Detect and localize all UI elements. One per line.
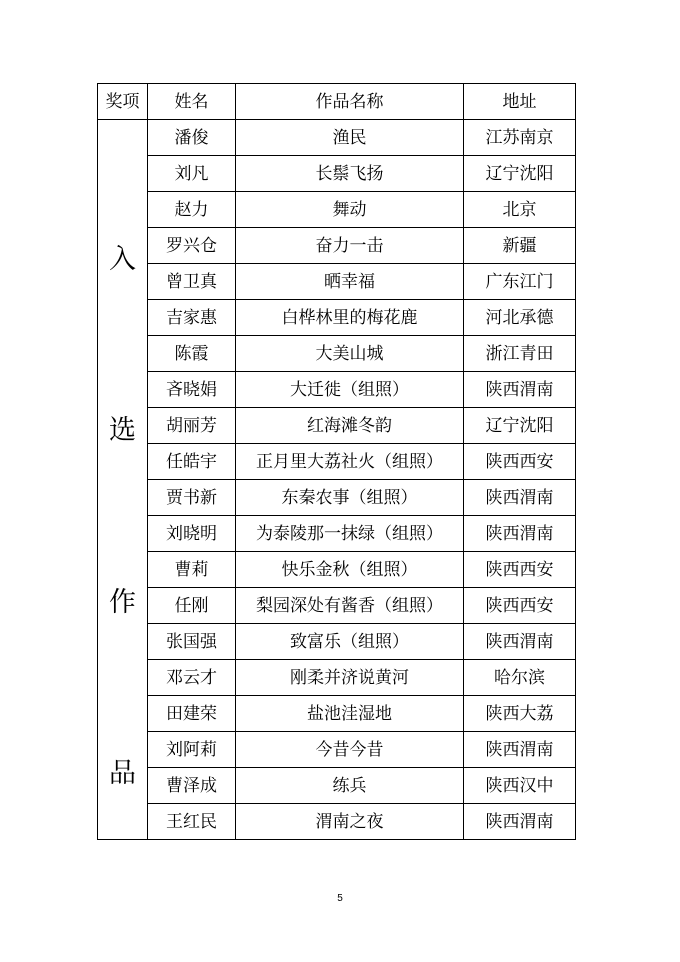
cell-place: 浙江青田 <box>464 336 576 372</box>
cell-place: 广东江门 <box>464 264 576 300</box>
cell-name: 刘阿莉 <box>148 732 236 768</box>
cell-name: 任刚 <box>148 588 236 624</box>
table-row <box>98 300 576 336</box>
cell-place: 陕西渭南 <box>464 372 576 408</box>
cell-place: 陕西渭南 <box>464 480 576 516</box>
award-category-char: 作 <box>109 586 136 618</box>
cell-name: 罗兴仓 <box>148 228 236 264</box>
cell-name: 刘晓明 <box>148 516 236 552</box>
cell-place: 陕西渭南 <box>464 732 576 768</box>
table-row <box>98 660 576 696</box>
table-row <box>98 768 576 804</box>
award-category-cell <box>98 120 148 840</box>
award-table <box>97 83 576 840</box>
cell-name: 邓云才 <box>148 660 236 696</box>
cell-name: 吝晓娟 <box>148 372 236 408</box>
cell-name: 任皓宇 <box>148 444 236 480</box>
cell-work: 盐池洼湿地 <box>236 696 464 732</box>
table-row <box>98 624 576 660</box>
cell-work: 东秦农事（组照） <box>236 480 464 516</box>
table-row <box>98 120 576 156</box>
cell-work: 奋力一击 <box>236 228 464 264</box>
cell-name: 王红民 <box>148 804 236 840</box>
cell-work: 渔民 <box>236 120 464 156</box>
table-row <box>98 192 576 228</box>
table-row <box>98 552 576 588</box>
table-row <box>98 732 576 768</box>
award-category-char: 品 <box>109 758 136 790</box>
cell-place: 北京 <box>464 192 576 228</box>
cell-place: 新疆 <box>464 228 576 264</box>
table-row <box>98 804 576 840</box>
cell-work: 白桦林里的梅花鹿 <box>236 300 464 336</box>
cell-work: 梨园深处有酱香（组照） <box>236 588 464 624</box>
cell-name: 曹泽成 <box>148 768 236 804</box>
award-category-char: 入 <box>109 243 136 275</box>
cell-work: 刚柔并济说黄河 <box>236 660 464 696</box>
table-row <box>98 588 576 624</box>
cell-place: 陕西大荔 <box>464 696 576 732</box>
table-row <box>98 696 576 732</box>
table-row <box>98 408 576 444</box>
cell-work: 渭南之夜 <box>236 804 464 840</box>
header-place: 地址 <box>464 84 576 120</box>
cell-place: 陕西渭南 <box>464 516 576 552</box>
cell-place: 陕西西安 <box>464 552 576 588</box>
table-row <box>98 516 576 552</box>
cell-work: 红海滩冬韵 <box>236 408 464 444</box>
award-category-char: 选 <box>109 415 136 447</box>
table-row <box>98 336 576 372</box>
header-work: 作品名称 <box>236 84 464 120</box>
table-header-row <box>98 84 576 120</box>
cell-work: 练兵 <box>236 768 464 804</box>
cell-place: 陕西渭南 <box>464 624 576 660</box>
cell-place: 陕西渭南 <box>464 804 576 840</box>
cell-place: 河北承德 <box>464 300 576 336</box>
cell-work: 晒幸福 <box>236 264 464 300</box>
cell-name: 刘凡 <box>148 156 236 192</box>
cell-work: 快乐金秋（组照） <box>236 552 464 588</box>
cell-name: 贾书新 <box>148 480 236 516</box>
cell-place: 辽宁沈阳 <box>464 408 576 444</box>
cell-work: 长鬃飞扬 <box>236 156 464 192</box>
table-row <box>98 228 576 264</box>
table-row <box>98 480 576 516</box>
cell-place: 陕西西安 <box>464 588 576 624</box>
cell-name: 潘俊 <box>148 120 236 156</box>
cell-work: 今昔今昔 <box>236 732 464 768</box>
cell-name: 曾卫真 <box>148 264 236 300</box>
cell-work: 正月里大荔社火（组照） <box>236 444 464 480</box>
cell-name: 陈霞 <box>148 336 236 372</box>
cell-place: 陕西西安 <box>464 444 576 480</box>
cell-work: 大迁徙（组照） <box>236 372 464 408</box>
cell-place: 江苏南京 <box>464 120 576 156</box>
table-row <box>98 264 576 300</box>
cell-place: 哈尔滨 <box>464 660 576 696</box>
cell-name: 吉家惠 <box>148 300 236 336</box>
table-row <box>98 444 576 480</box>
cell-name: 田建荣 <box>148 696 236 732</box>
cell-name: 曹莉 <box>148 552 236 588</box>
cell-work: 为泰陵那一抹绿（组照） <box>236 516 464 552</box>
table-row <box>98 372 576 408</box>
header-award: 奖项 <box>98 84 148 120</box>
header-name: 姓名 <box>148 84 236 120</box>
cell-name: 赵力 <box>148 192 236 228</box>
cell-work: 致富乐（组照） <box>236 624 464 660</box>
table-row <box>98 156 576 192</box>
cell-place: 辽宁沈阳 <box>464 156 576 192</box>
award-category-label <box>98 170 147 790</box>
cell-name: 张国强 <box>148 624 236 660</box>
cell-place: 陕西汉中 <box>464 768 576 804</box>
cell-work: 大美山城 <box>236 336 464 372</box>
table-body <box>98 120 576 840</box>
page-number: 5 <box>337 893 343 904</box>
cell-name: 胡丽芳 <box>148 408 236 444</box>
cell-work: 舞动 <box>236 192 464 228</box>
